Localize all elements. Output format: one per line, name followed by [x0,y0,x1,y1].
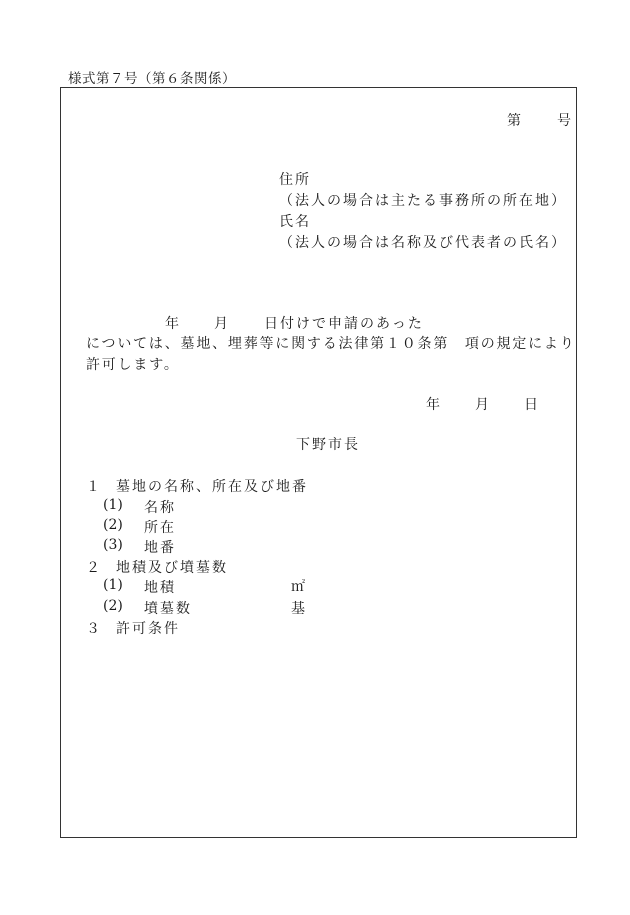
name-label: 氏名 [279,214,311,230]
item3-number: ３ [86,621,100,637]
issue-year: 年 [426,397,440,413]
item3-title: 許可条件 [116,621,180,637]
item2-sub1-label: 地積 [144,580,176,596]
item1-sub2-label: 所在 [144,520,176,536]
number-dai: 第 [507,113,521,129]
item1-number: １ [86,479,100,495]
item2-sub2-label: 墳墓数 [144,601,192,617]
application-month: 月 [214,316,228,332]
address-label: 住所 [279,172,311,188]
issuer-mayor: 下野市長 [296,437,360,453]
item1-sub1-label: 名称 [144,500,176,516]
address-note: （法人の場合は主たる事務所の所在地） [279,193,567,209]
item2-sub2-unit: 基 [291,601,305,617]
item2-title: 地積及び墳墓数 [116,560,228,576]
permission-body-text: については、墓地、埋葬等に関する法律第１０条第 項の規定により許可します。 [86,336,576,373]
item1-sub1-number: (1) [103,497,123,513]
item1-sub2-number: (2) [103,517,123,533]
item1-sub3-number: (3) [103,537,123,553]
item1-title: 墓地の名称、所在及び地番 [116,479,308,495]
item2-number: ２ [86,560,100,576]
item1-sub3-label: 地番 [144,540,176,556]
item2-sub1-unit: ㎡ [291,579,305,595]
name-note: （法人の場合は名称及び代表者の氏名） [279,235,567,251]
issue-month: 月 [475,397,489,413]
number-go: 号 [557,113,571,129]
form-number-label: 様式第７号（第６条関係） [68,71,236,87]
item2-sub2-number: (2) [103,598,123,614]
item2-sub1-number: (1) [103,577,123,593]
application-year: 年 [165,316,179,332]
issue-day: 日 [524,397,538,413]
application-day-suffix: 日付けで申請のあった [264,316,424,332]
